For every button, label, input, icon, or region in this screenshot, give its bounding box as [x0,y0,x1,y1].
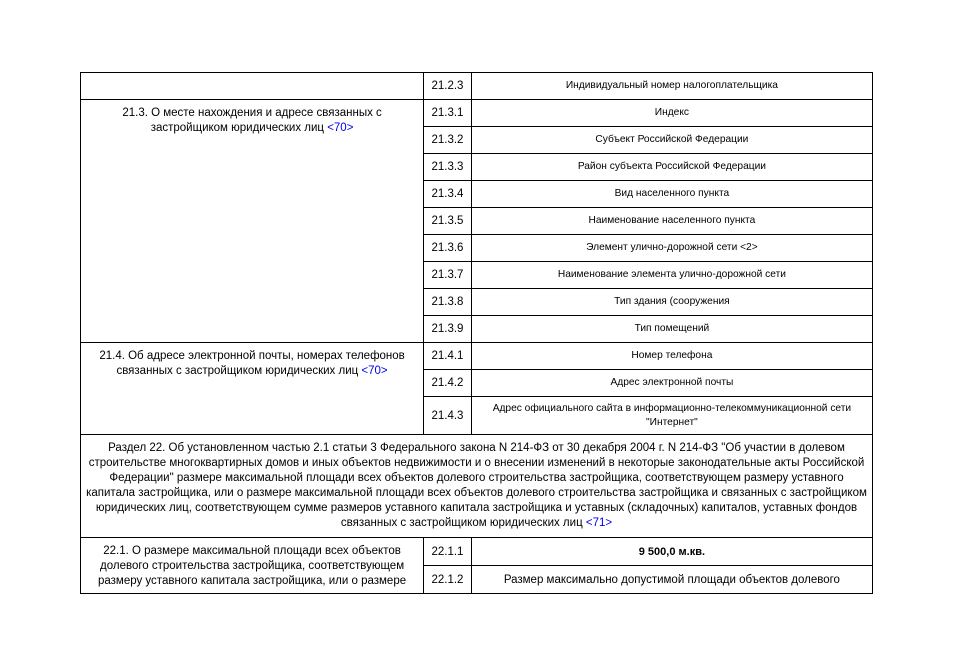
footnote-link[interactable]: <71> [585,517,613,529]
item-description: Индекс [471,100,872,127]
item-description: Индивидуальный номер налогоплательщика [471,73,872,100]
item-number: 21.2.3 [424,73,472,100]
item-description: Адрес официального сайта в информационно-телекоммуникационной сети "Интернет" [471,397,872,435]
footnote-link[interactable]: <70> [327,122,354,134]
item-description: Номер телефона [471,343,872,370]
item-number: 21.3.8 [424,289,472,316]
section-title-text: 21.4. Об адресе электронной почты, номерах телефонов связанных с застройщиком юридических лиц [99,350,405,377]
item-description: Тип здания (сооружения [471,289,872,316]
item-number: 21.3.2 [424,127,472,154]
item-description: Вид населенного пункта [471,181,872,208]
item-number: 21.4.1 [424,343,472,370]
item-number: 21.3.9 [424,316,472,343]
section-21-3-title [81,100,424,343]
item-description: Субъект Российской Федерации [471,127,872,154]
section-22-1-title: 22.1. О размере максимальной площади всех объектов долевого строительства застройщика, соответствующем размеру уставного капитала застройщика, или о размере [81,538,424,594]
disclosure-table [80,72,873,594]
section-title-text: Раздел 22. Об установленном частью 2.1 статьи 3 Федерального закона N 214-ФЗ от 30 декабря 2004 г. N 214-ФЗ "Об участии в долевом строительстве многоквартирных домов и иных объектов недвижимости и о внесении изменений в некоторые законодательные акты Российской Федерации" размере максимальной площади всех объектов долевого строительства застройщика, соответствующем размеру уставного капитала застройщика, или о размере максимальной площади всех объектов долевого строительства застройщика и связанных с застройщиком юридических лиц, соответствующем сумме размеров уставного капитала застройщика и уставных (складочных) капиталов, уставных фондов связанных с застройщиком юридических лиц [86,442,867,529]
item-description: Элемент улично-дорожной сети <2> [471,235,872,262]
item-number: 21.3.7 [424,262,472,289]
item-value: 9 500,0 м.кв. [471,538,872,566]
item-description: Размер максимально допустимой площади объектов долевого [471,566,872,594]
item-number: 21.3.1 [424,100,472,127]
item-number: 22.1.1 [424,538,472,566]
table-row [81,343,873,370]
item-number: 21.3.5 [424,208,472,235]
item-number: 22.1.2 [424,566,472,594]
item-number: 21.3.3 [424,154,472,181]
table-row [81,538,873,566]
item-number: 21.4.3 [424,397,472,435]
table-row [81,73,873,100]
item-number: 21.4.2 [424,370,472,397]
item-number: 21.3.4 [424,181,472,208]
empty-section-cell [81,73,424,100]
table-row [81,100,873,127]
footnote-link[interactable]: <70> [361,365,388,377]
item-description: Район субъекта Российской Федерации [471,154,872,181]
item-description: Наименование населенного пункта [471,208,872,235]
item-description: Адрес электронной почты [471,370,872,397]
section-21-4-title [81,343,424,435]
item-description: Наименование элемента улично-дорожной сети [471,262,872,289]
item-description: Тип помещений [471,316,872,343]
section-22-header-row [81,435,873,538]
section-22-title [81,435,873,538]
section-title-text: 21.3. О месте нахождения и адресе связанных с застройщиком юридических лиц [122,107,382,134]
item-number: 21.3.6 [424,235,472,262]
